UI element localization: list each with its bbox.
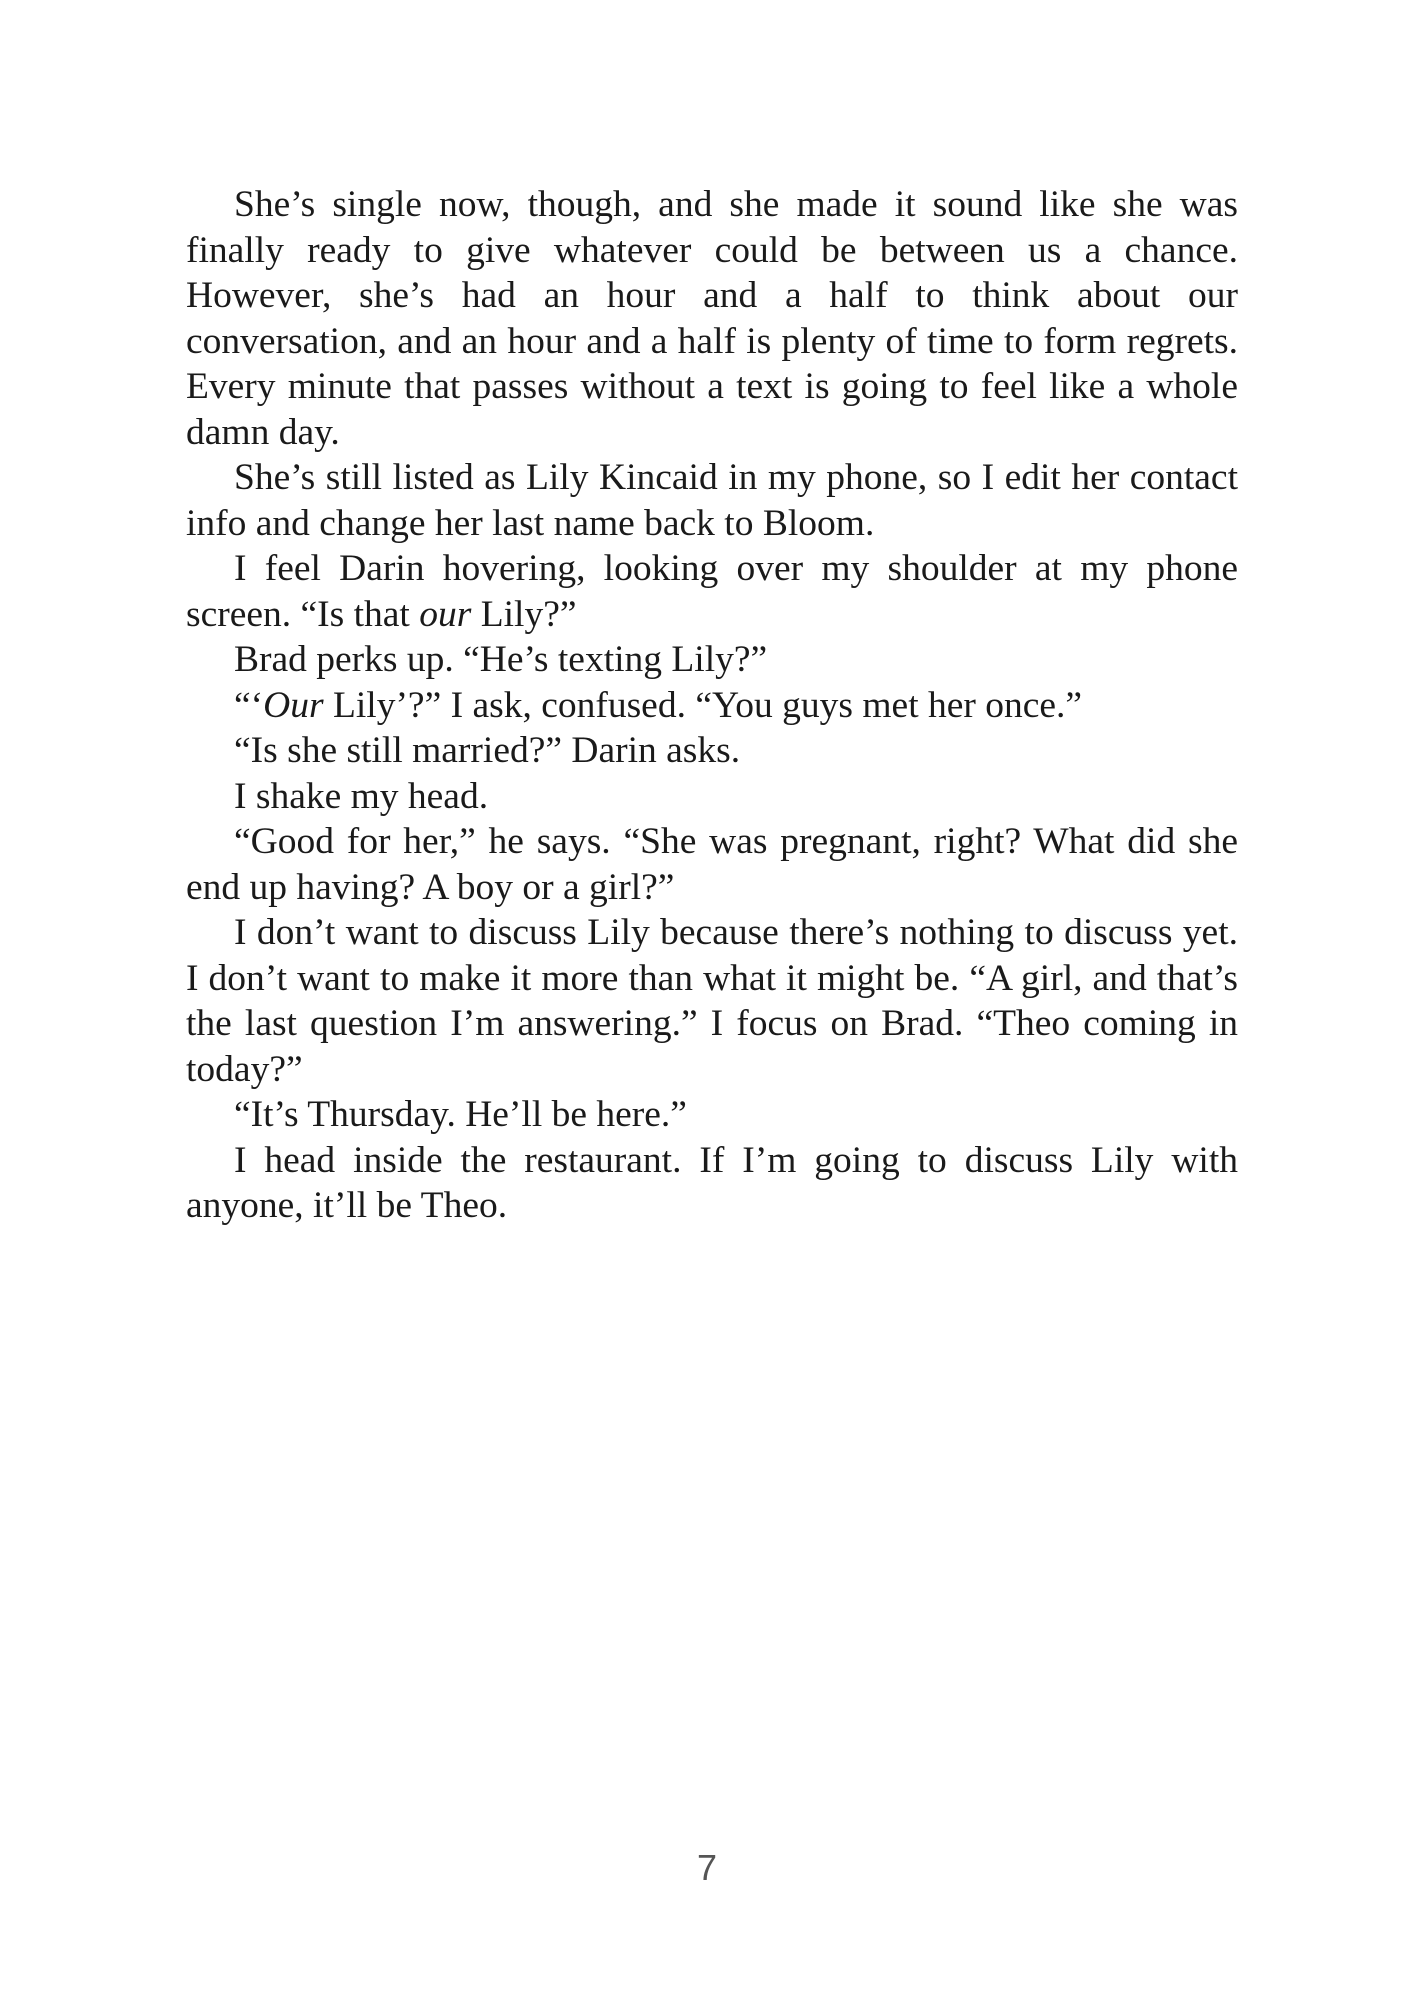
paragraph bbox=[186, 683, 1238, 729]
emphasized-text: our bbox=[419, 593, 472, 635]
paragraph bbox=[186, 1138, 1238, 1229]
text-run: She’s still listed as Lily Kincaid in my phone, so I edit her contact info and change her last name back to Bloom. bbox=[186, 457, 1238, 544]
paragraph bbox=[186, 637, 1238, 683]
paragraph bbox=[186, 1092, 1238, 1138]
page-number: 7 bbox=[696, 1847, 718, 1888]
text-run: I head inside the restaurant. If I’m going to discuss Lily with anyone, it’ll be Theo. bbox=[186, 1139, 1238, 1226]
text-run: I shake my head. bbox=[234, 775, 489, 817]
paragraph bbox=[186, 910, 1238, 1092]
paragraph bbox=[186, 728, 1238, 774]
text-run: I feel Darin hovering, looking over my shoulder at my phone screen. “Is that bbox=[186, 548, 1238, 635]
paragraph bbox=[186, 182, 1238, 455]
paragraph bbox=[186, 774, 1238, 820]
text-run: “Is she still married?” Darin asks. bbox=[234, 730, 741, 771]
text-run: “‘ bbox=[234, 684, 264, 726]
text-run: I don’t want to discuss Lily because there’s nothing to discuss yet. I don’t want to make it more than what it might be. “A girl, and that’s the last question I’m answering.” I focus on Brad. “Theo coming in today?” bbox=[186, 912, 1238, 1090]
body-text bbox=[186, 182, 1238, 1229]
text-run: “It’s Thursday. He’ll be here.” bbox=[234, 1094, 687, 1135]
text-run: Lily’?” I ask, confused. “You guys met her once.” bbox=[323, 684, 1083, 726]
text-run: Lily?” bbox=[471, 593, 577, 635]
paragraph bbox=[186, 819, 1238, 910]
emphasized-text: Our bbox=[263, 684, 324, 726]
text-run: “Good for her,” he says. “She was pregnant, right? What did she end up having? A boy or a girl?” bbox=[186, 821, 1238, 908]
text-run: Brad perks up. “He’s texting Lily?” bbox=[234, 639, 768, 680]
text-run: She’s single now, though, and she made it sound like she was finally ready to give whatever could be between us a chance. However, she’s had an hour and a half to think about our conversation, and an hour and a half is plenty of time to form regrets. Every minute that passes without a text is going to feel like a whole damn day. bbox=[186, 184, 1238, 453]
paragraph bbox=[186, 455, 1238, 546]
paragraph bbox=[186, 546, 1238, 637]
